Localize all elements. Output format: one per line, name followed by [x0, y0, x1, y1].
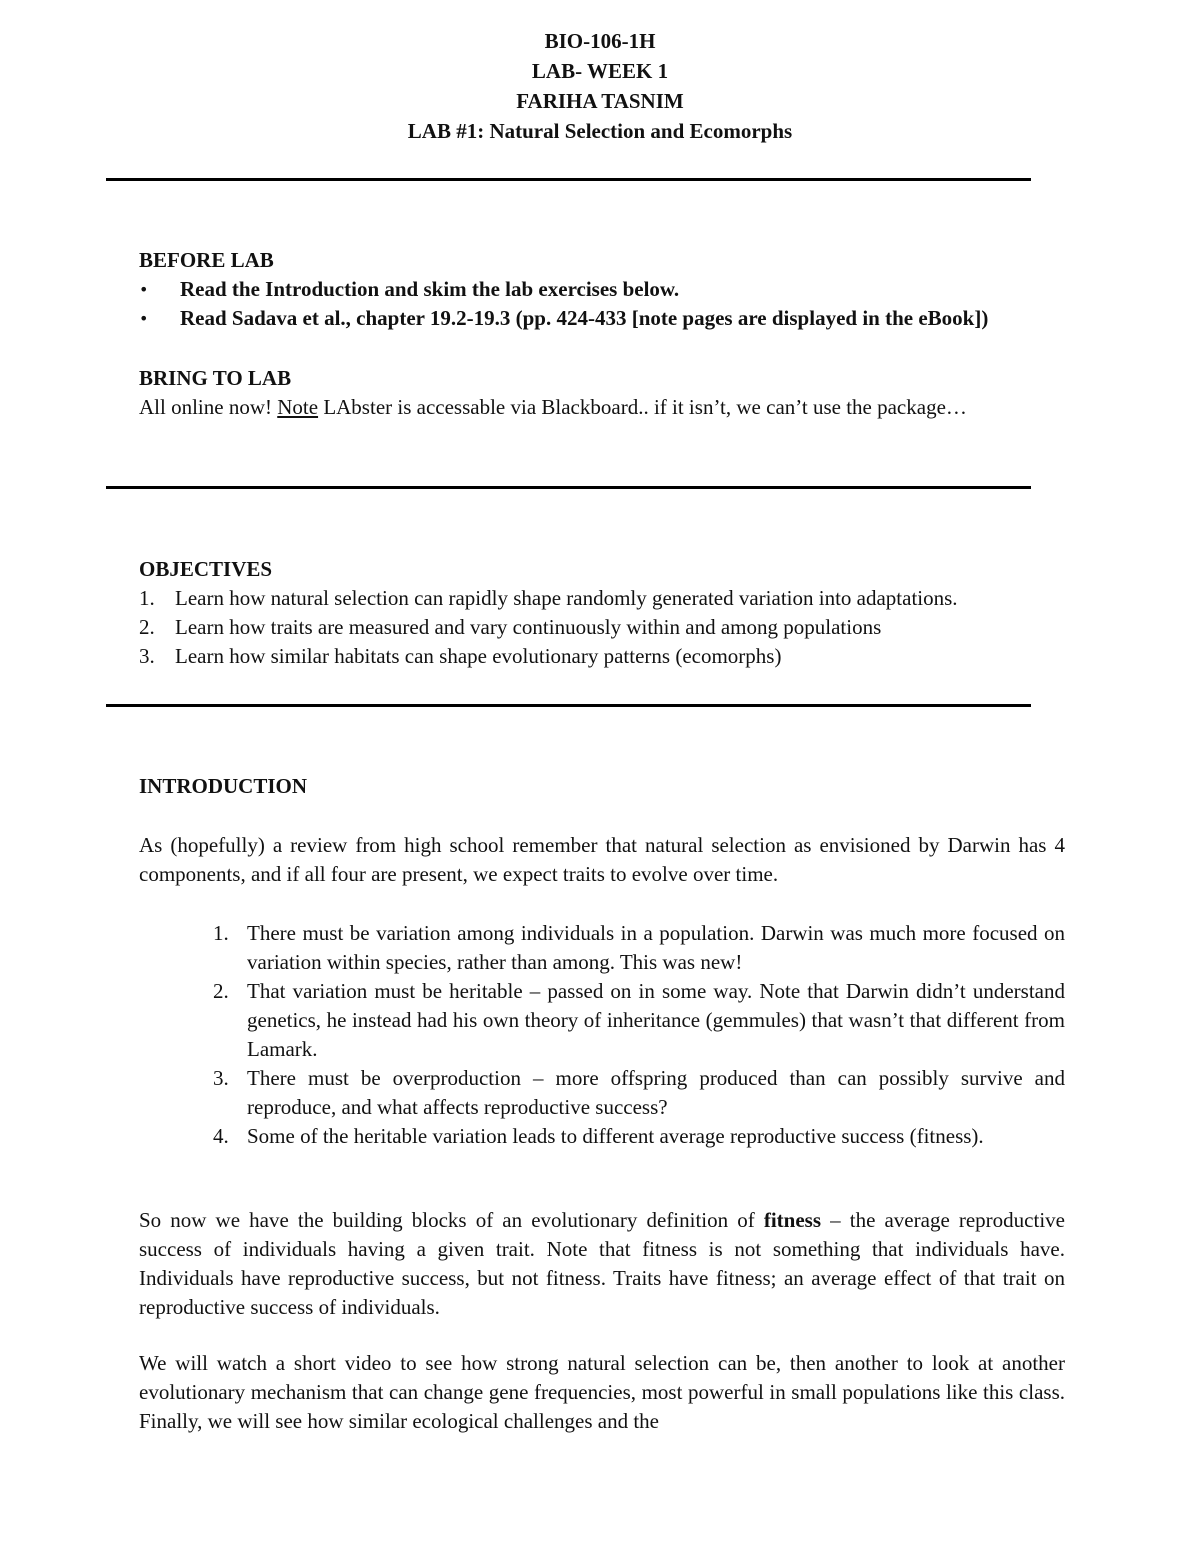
list-item-text: Learn how natural selection can rapidly shape randomly generated variation into adaptations. [175, 586, 958, 610]
list-number: 3. [213, 1066, 229, 1090]
list-item [139, 275, 1065, 304]
divider-rule [106, 486, 1031, 489]
document-header [0, 26, 1200, 146]
list-item-text: Learn how traits are measured and vary continuously within and among populations [175, 615, 882, 639]
lab-title: LAB #1: Natural Selection and Ecomorphs [407, 119, 793, 143]
course-code: BIO-106-1H [544, 29, 656, 53]
fitness-paragraph [139, 1206, 1065, 1322]
list-number: 2. [139, 615, 155, 639]
video-paragraph: We will watch a short video to see how strong natural selection can be, then another to look at another evolutionary mechanism that can change gene frequencies, most powerful in small populations like this class. Finally, we will see how similar ecological challenges and the [139, 1351, 1065, 1433]
bullet-icon: • [139, 309, 149, 328]
list-item-text: Read the Introduction and skim the lab exercises below. [180, 277, 680, 301]
list-number: 4. [213, 1124, 229, 1148]
note-label: Note [277, 395, 319, 419]
list-item [139, 304, 1065, 333]
objectives-list [139, 584, 1065, 671]
objectives-section [139, 555, 1065, 671]
list-item [139, 642, 1065, 671]
before-lab-list [139, 275, 1065, 333]
introduction-section [139, 772, 1065, 801]
list-item [213, 977, 1065, 1064]
list-item-text: There must be overproduction – more offspring produced than can possibly survive and reproduce, and what affects reproductive success? [247, 1066, 1065, 1119]
bring-to-lab-heading: BRING TO LAB [139, 366, 292, 390]
components-list [213, 919, 1065, 1151]
bring-text-before: All online now! [139, 395, 278, 419]
list-item [213, 919, 1065, 977]
student-name: FARIHA TASNIM [516, 89, 684, 113]
list-item [139, 584, 1065, 613]
list-item-text: There must be variation among individuals in a population. Darwin was much more focused on variation within species, rather than among. This was new! [247, 921, 1065, 974]
divider-rule [106, 178, 1031, 181]
components-section [213, 919, 1065, 1151]
list-number: 1. [139, 586, 155, 610]
list-item [139, 613, 1065, 642]
list-item [213, 1064, 1065, 1122]
before-lab-heading: BEFORE LAB [139, 248, 274, 272]
bullet-icon: • [139, 280, 149, 299]
lab-week: LAB- WEEK 1 [531, 59, 669, 83]
fitness-term: fitness [763, 1208, 822, 1232]
list-item [213, 1122, 1065, 1151]
fitness-text-after: – the average reproductive success of individuals having a given trait. Note that fitness is not something that individuals have. Individuals have reproductive success, but not fitness. Traits have fitness; an average effect of that trait on reproductive success of individuals. [139, 1208, 1065, 1319]
bring-text-after: LAbster is accessable via Blackboard.. if it isn’t, we can’t use the package… [318, 395, 967, 419]
list-number: 1. [213, 921, 229, 945]
divider-rule [106, 704, 1031, 707]
list-item-text: Read Sadava et al., chapter 19.2-19.3 (pp. 424-433 [note pages are displayed in the eBook]) [180, 306, 989, 330]
list-number: 3. [139, 644, 155, 668]
list-item-text: Learn how similar habitats can shape evolutionary patterns (ecomorphs) [175, 644, 782, 668]
objectives-heading: OBJECTIVES [139, 557, 273, 581]
list-number: 2. [213, 979, 229, 1003]
list-item-text: Some of the heritable variation leads to different average reproductive success (fitness). [247, 1124, 984, 1148]
bring-to-lab-section [139, 364, 1065, 422]
introduction-heading: INTRODUCTION [139, 774, 308, 798]
introduction-paragraph: As (hopefully) a review from high school remember that natural selection as envisioned by Darwin has 4 components, and if all four are present, we expect traits to evolve over time. [139, 833, 1065, 886]
fitness-text-before: So now we have the building blocks of an evolutionary definition of [139, 1208, 764, 1232]
list-item-text: That variation must be heritable – passed on in some way. Note that Darwin didn’t understand genetics, he instead had his own theory of inheritance (gemmules) that wasn’t that different from Lamark. [247, 979, 1065, 1061]
before-lab-section [139, 246, 1065, 333]
bring-to-lab-text [139, 393, 1065, 422]
